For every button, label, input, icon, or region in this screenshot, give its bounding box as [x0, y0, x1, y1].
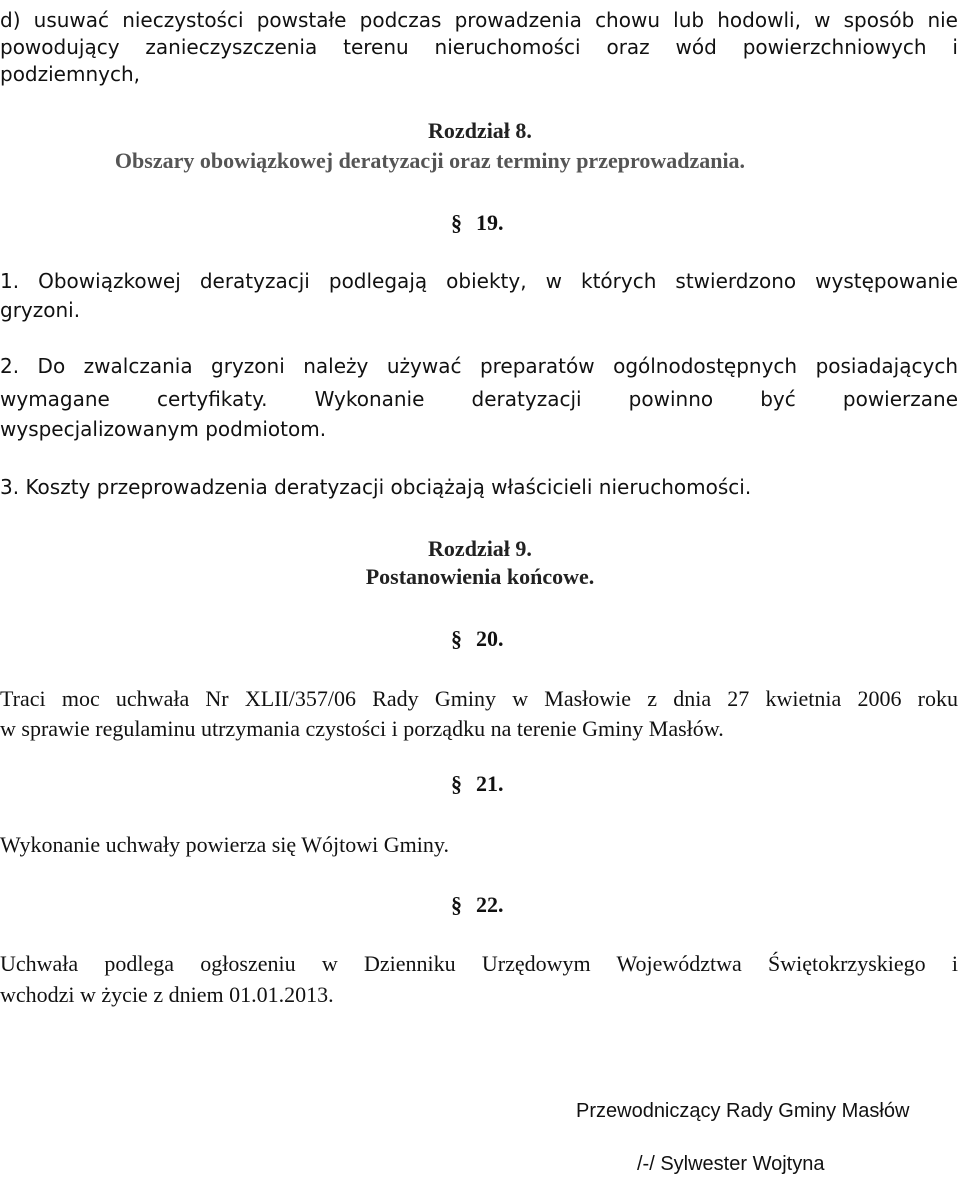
- chapter-9-number: Rozdział 9.: [428, 536, 532, 561]
- signature-role: Przewodniczący Rady Gminy Masłów: [576, 1100, 910, 1122]
- section-19-heading: [451, 212, 504, 234]
- section-number: 20.: [476, 626, 504, 651]
- par20-line2: w sprawie regulaminu utrzymania czystości i porządku na terenie Gminy Masłów.: [0, 716, 724, 741]
- section-number: 22.: [476, 892, 504, 917]
- par22-line1: Uchwała podlega ogłoszeniu w Dzienniku Urzędowym Województwa Świętokrzyskiego i: [0, 951, 958, 976]
- par19-point3: 3. Koszty przeprowadzenia deratyzacji obciążają właścicieli nieruchomości.: [0, 475, 752, 499]
- par19-point2-line2: wymagane certyfikaty. Wykonanie deratyzacji powinno być powierzane: [0, 387, 958, 411]
- intro-line-3: podziemnych,: [0, 62, 141, 86]
- par19-point2-line3: wyspecjalizowanym podmiotom.: [0, 417, 327, 441]
- par22-line2: wchodzi w życie z dniem 01.01.2013.: [0, 982, 334, 1007]
- par19-point2-line1: 2. Do zwalczania gryzoni należy używać preparatów ogólnodostępnych posiadających: [0, 354, 958, 378]
- intro-line-1: d) usuwać nieczystości powstałe podczas prowadzenia chowu lub hodowli, w sposób nie: [0, 8, 958, 32]
- par19-point1-line2: gryzoni.: [0, 298, 81, 322]
- section-20-heading: [451, 628, 504, 650]
- section-symbol: §: [451, 892, 462, 917]
- section-symbol: §: [451, 771, 462, 796]
- section-symbol: §: [451, 626, 462, 651]
- par19-point1-line1: 1. Obowiązkowej deratyzacji podlegają obiekty, w których stwierdzono występowanie: [0, 269, 958, 293]
- intro-line-2: powodujący zanieczyszczenia terenu nieruchomości oraz wód powierzchniowych i: [0, 35, 958, 59]
- section-22-heading: [451, 894, 504, 916]
- section-symbol: §: [451, 210, 462, 235]
- chapter-8-number: Rozdział 8.: [428, 118, 532, 143]
- chapter-9-title: Postanowienia końcowe.: [365, 564, 595, 589]
- section-number: 21.: [476, 771, 504, 796]
- signature-name: /-/ Sylwester Wojtyna: [637, 1153, 825, 1175]
- section-21-heading: [451, 773, 504, 795]
- chapter-8-title: Obszary obowiązkowej deratyzacji oraz terminy przeprowadzania.: [114, 148, 746, 173]
- section-number: 19.: [476, 210, 504, 235]
- par20-line1: Traci moc uchwała Nr XLII/357/06 Rady Gminy w Masłowie z dnia 27 kwietnia 2006 roku: [0, 686, 958, 711]
- par21-text: Wykonanie uchwały powierza się Wójtowi Gminy.: [0, 832, 449, 857]
